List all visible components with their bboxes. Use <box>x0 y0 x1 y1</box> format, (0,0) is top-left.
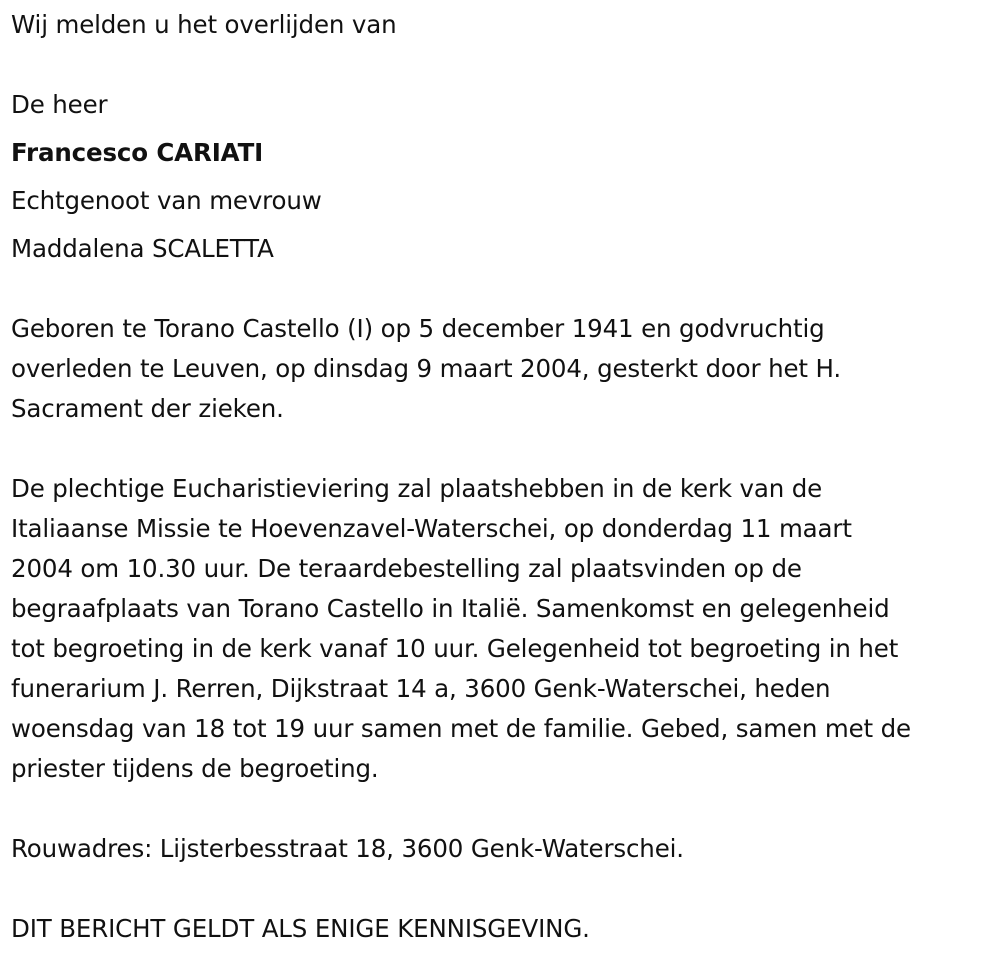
ceremony-line-8: priester tijdens de begroeting. <box>11 754 379 783</box>
ceremony-line-5: tot begroeting in de kerk vanaf 10 uur. Gelegenheid tot begroeting in het <box>11 634 899 663</box>
birth-death-line-3: Sacrament der zieken. <box>11 394 284 423</box>
ceremony-line-1: De plechtige Eucharistieviering zal plaatshebben in de kerk van de <box>11 474 823 503</box>
ceremony-line-2: Italiaanse Missie te Hoevenzavel-Waterschei, op donderdag 11 maart <box>11 514 852 543</box>
birth-death-line-1: Geboren te Torano Castello (I) op 5 december 1941 en godvruchtig <box>11 314 825 343</box>
mourning-address: Rouwadres: Lijsterbesstraat 18, 3600 Genk-Waterschei. <box>11 834 684 863</box>
spouse-name: Maddalena SCALETTA <box>11 234 274 263</box>
ceremony-line-7: woensdag van 18 tot 19 uur samen met de familie. Gebed, samen met de <box>11 714 911 743</box>
spouse-intro-text: Echtgenoot van mevrouw <box>11 186 322 215</box>
intro-text: Wij melden u het overlijden van <box>11 10 397 39</box>
salutation-text: De heer <box>11 90 108 119</box>
ceremony-line-6: funerarium J. Rerren, Dijkstraat 14 a, 3600 Genk-Waterschei, heden <box>11 674 831 703</box>
birth-death-line-2: overleden te Leuven, op dinsdag 9 maart 2004, gesterkt door het H. <box>11 354 841 383</box>
ceremony-line-4: begraafplaats van Torano Castello in Italië. Samenkomst en gelegenheid <box>11 594 890 623</box>
ceremony-line-3: 2004 om 10.30 uur. De teraardebestelling zal plaatsvinden op de <box>11 554 802 583</box>
deceased-name: Francesco CARIATI <box>11 138 264 167</box>
closing-notice: DIT BERICHT GELDT ALS ENIGE KENNISGEVING. <box>11 914 590 943</box>
